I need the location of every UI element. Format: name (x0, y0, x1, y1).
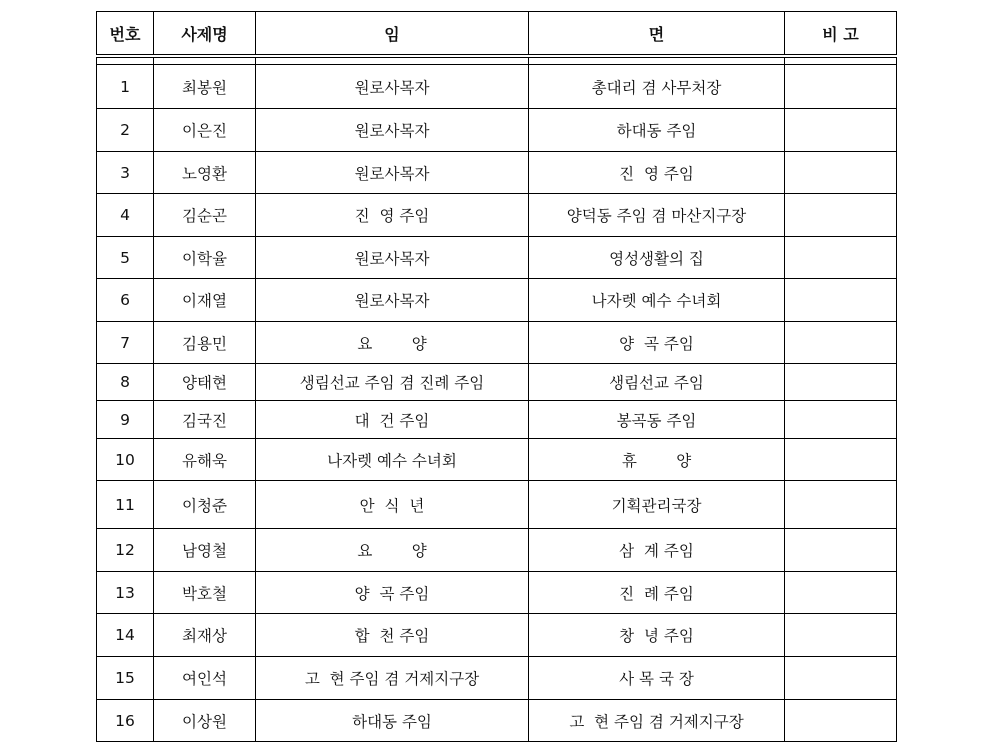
cell-remarks (785, 65, 897, 109)
spacer-cell (97, 56, 154, 65)
cell-appoint: 원로사목자 (256, 279, 529, 322)
cell-remarks (785, 529, 897, 572)
cell-previous: 기획관리국장 (529, 481, 785, 529)
table-row (97, 364, 897, 401)
cell-remarks (785, 237, 897, 279)
header-appoint: 임 (256, 12, 529, 57)
cell-appoint: 생림선교 주임 겸 진례 주임 (256, 364, 529, 401)
table-row (97, 65, 897, 109)
cell-no: 14 (97, 614, 154, 657)
cell-name: 이학율 (154, 237, 256, 279)
cell-name: 최봉원 (154, 65, 256, 109)
table-row (97, 194, 897, 237)
cell-appoint: 안 식 년 (256, 481, 529, 529)
table-body (97, 56, 897, 742)
spacer-cell (785, 56, 897, 65)
cell-previous: 고 현 주임 겸 거제지구장 (529, 700, 785, 742)
cell-no: 15 (97, 657, 154, 700)
cell-name: 이상원 (154, 700, 256, 742)
table-row (97, 109, 897, 152)
cell-name: 이재열 (154, 279, 256, 322)
table-row (97, 322, 897, 364)
cell-appoint: 합 천 주임 (256, 614, 529, 657)
table-row (97, 439, 897, 481)
cell-appoint: 대 건 주임 (256, 401, 529, 439)
cell-previous: 창 녕 주임 (529, 614, 785, 657)
table-row (97, 572, 897, 614)
header-previous: 면 (529, 12, 785, 57)
cell-remarks (785, 572, 897, 614)
cell-name: 양태현 (154, 364, 256, 401)
cell-previous: 양덕동 주임 겸 마산지구장 (529, 194, 785, 237)
header-name: 사제명 (154, 12, 256, 57)
cell-previous: 삼 계 주임 (529, 529, 785, 572)
cell-no: 12 (97, 529, 154, 572)
table-row (97, 700, 897, 742)
cell-previous: 진 례 주임 (529, 572, 785, 614)
cell-remarks (785, 152, 897, 194)
header-spacer (97, 56, 897, 65)
cell-remarks (785, 657, 897, 700)
cell-no: 9 (97, 401, 154, 439)
cell-appoint: 원로사목자 (256, 152, 529, 194)
table-row (97, 401, 897, 439)
cell-appoint: 요 양 (256, 322, 529, 364)
spacer-cell (256, 56, 529, 65)
header-row (97, 12, 897, 57)
table-row (97, 529, 897, 572)
cell-name: 이청준 (154, 481, 256, 529)
cell-name: 이은진 (154, 109, 256, 152)
cell-no: 10 (97, 439, 154, 481)
cell-no: 1 (97, 65, 154, 109)
cell-remarks (785, 439, 897, 481)
table-header (97, 12, 897, 57)
cell-remarks (785, 322, 897, 364)
cell-previous: 나자렛 예수 수녀회 (529, 279, 785, 322)
cell-remarks (785, 279, 897, 322)
cell-remarks (785, 109, 897, 152)
table-row (97, 152, 897, 194)
table-row (97, 481, 897, 529)
cell-previous: 휴 양 (529, 439, 785, 481)
table-row (97, 614, 897, 657)
cell-previous: 사 목 국 장 (529, 657, 785, 700)
cell-appoint: 원로사목자 (256, 237, 529, 279)
cell-remarks (785, 401, 897, 439)
cell-no: 13 (97, 572, 154, 614)
cell-appoint: 진 영 주임 (256, 194, 529, 237)
cell-remarks (785, 481, 897, 529)
spacer-cell (529, 56, 785, 65)
cell-appoint: 나자렛 예수 수녀회 (256, 439, 529, 481)
cell-no: 8 (97, 364, 154, 401)
cell-name: 노영환 (154, 152, 256, 194)
cell-previous: 양 곡 주임 (529, 322, 785, 364)
cell-name: 박호철 (154, 572, 256, 614)
header-no: 번호 (97, 12, 154, 57)
cell-appoint: 원로사목자 (256, 109, 529, 152)
cell-name: 최재상 (154, 614, 256, 657)
cell-appoint: 요 양 (256, 529, 529, 572)
table-row (97, 279, 897, 322)
cell-name: 김용민 (154, 322, 256, 364)
cell-name: 여인석 (154, 657, 256, 700)
cell-no: 6 (97, 279, 154, 322)
personnel-table (96, 11, 897, 742)
spacer-cell (154, 56, 256, 65)
cell-name: 김국진 (154, 401, 256, 439)
cell-previous: 생림선교 주임 (529, 364, 785, 401)
cell-previous: 봉곡동 주임 (529, 401, 785, 439)
cell-appoint: 고 현 주임 겸 거제지구장 (256, 657, 529, 700)
cell-no: 5 (97, 237, 154, 279)
cell-no: 4 (97, 194, 154, 237)
cell-name: 김순곤 (154, 194, 256, 237)
cell-remarks (785, 194, 897, 237)
cell-no: 16 (97, 700, 154, 742)
cell-appoint: 양 곡 주임 (256, 572, 529, 614)
table-row (97, 237, 897, 279)
table-row (97, 657, 897, 700)
cell-no: 11 (97, 481, 154, 529)
cell-appoint: 하대동 주임 (256, 700, 529, 742)
cell-previous: 총대리 겸 사무처장 (529, 65, 785, 109)
cell-no: 3 (97, 152, 154, 194)
cell-previous: 진 영 주임 (529, 152, 785, 194)
cell-no: 7 (97, 322, 154, 364)
cell-no: 2 (97, 109, 154, 152)
cell-previous: 영성생활의 집 (529, 237, 785, 279)
header-remarks: 비 고 (785, 12, 897, 57)
cell-appoint: 원로사목자 (256, 65, 529, 109)
cell-remarks (785, 700, 897, 742)
cell-remarks (785, 614, 897, 657)
cell-remarks (785, 364, 897, 401)
cell-name: 유해욱 (154, 439, 256, 481)
cell-previous: 하대동 주임 (529, 109, 785, 152)
cell-name: 남영철 (154, 529, 256, 572)
